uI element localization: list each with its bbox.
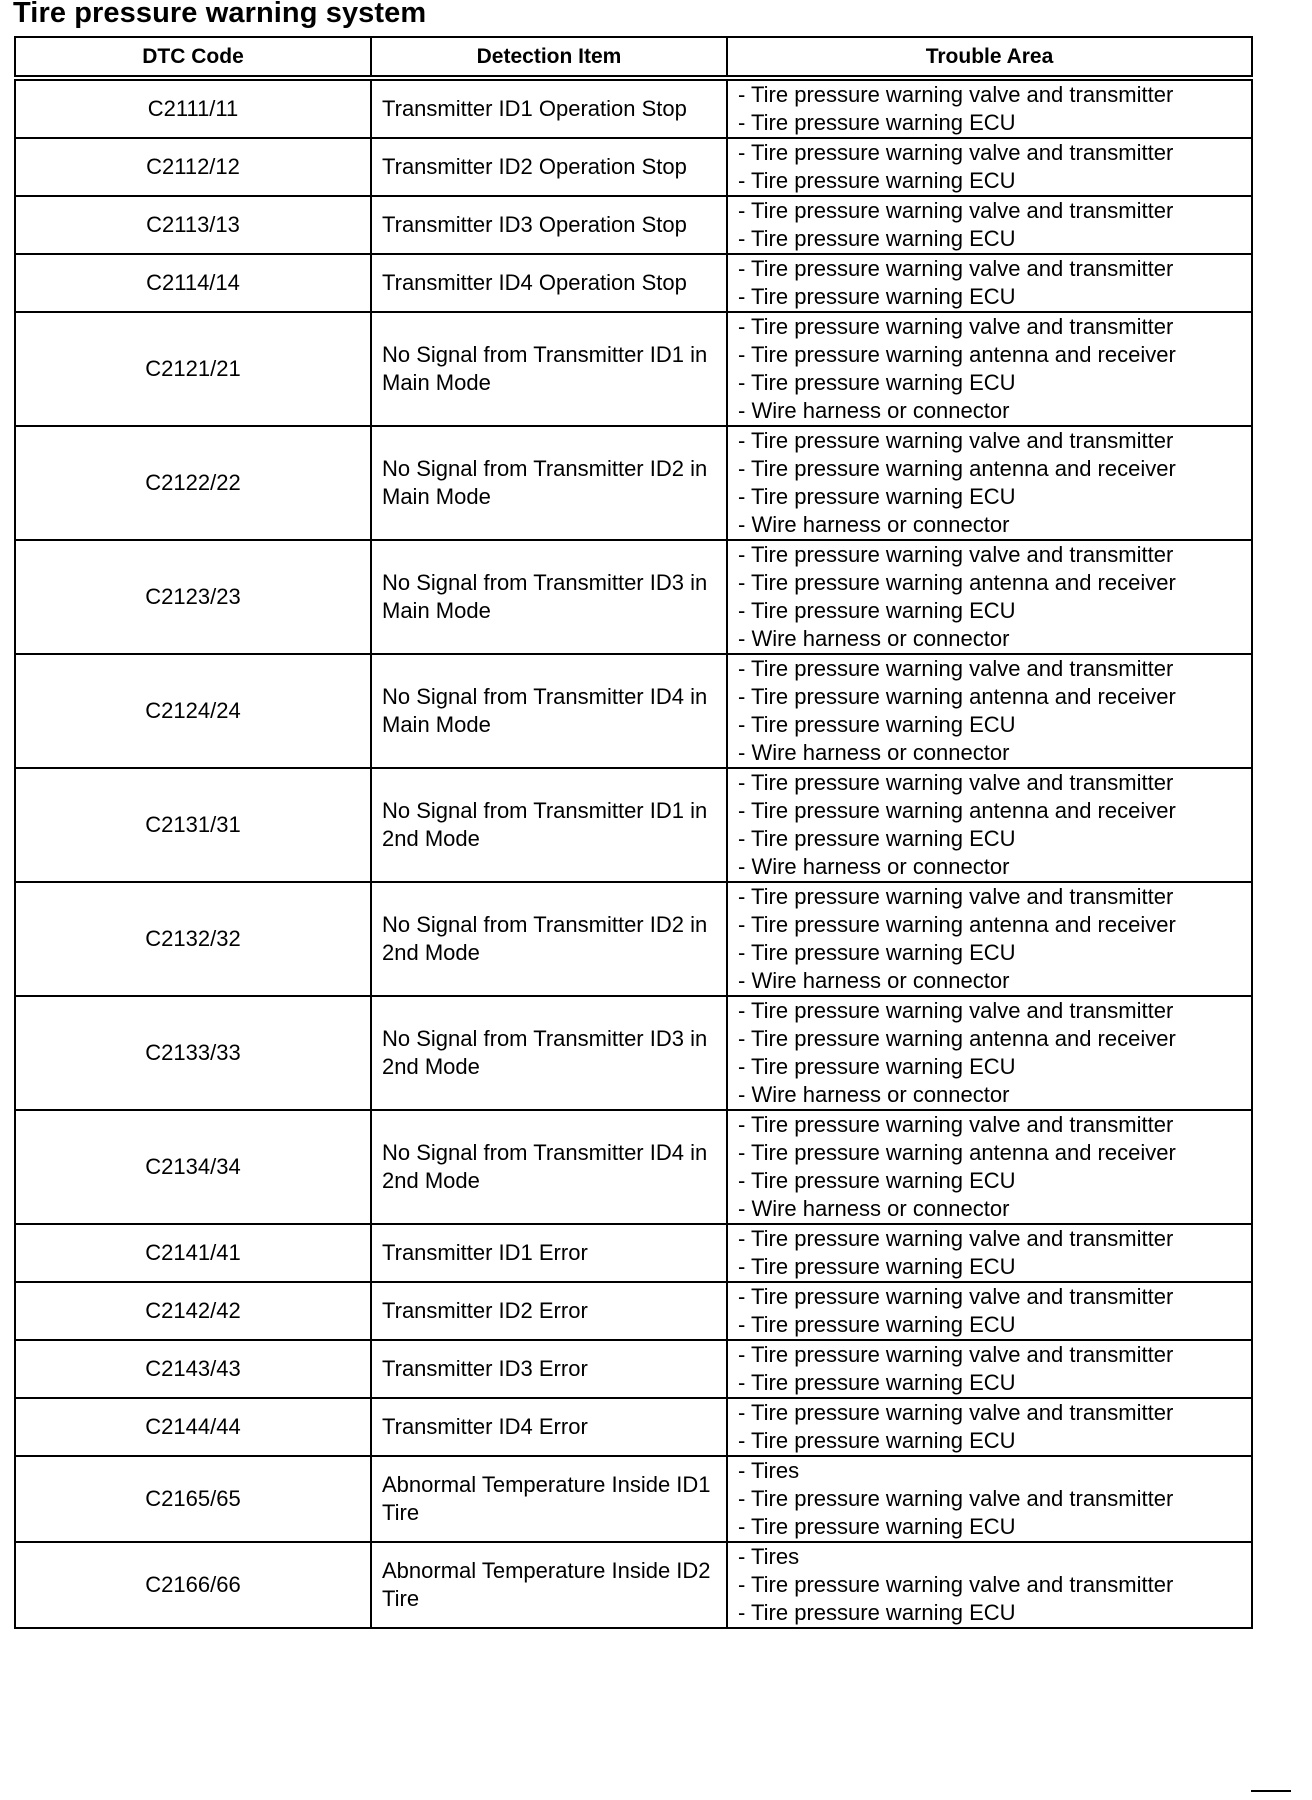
- dtc-code-cell: C2165/65: [15, 1456, 371, 1542]
- detection-item-cell: Transmitter ID1 Error: [371, 1224, 727, 1282]
- detection-item-cell: No Signal from Transmitter ID2 in Main Mode: [371, 426, 727, 540]
- trouble-area-item: - Tire pressure warning antenna and receiver: [738, 798, 1176, 823]
- trouble-area-item: - Tire pressure warning valve and transmitter: [738, 656, 1174, 681]
- trouble-area-cell: [727, 1282, 1252, 1340]
- trouble-area-item: - Tire pressure warning ECU: [738, 370, 1016, 395]
- detection-item-cell: Transmitter ID3 Operation Stop: [371, 196, 727, 254]
- table-body: [15, 78, 1252, 1628]
- trouble-area-item: - Tires: [738, 1458, 800, 1483]
- trouble-area-item: - Tire pressure warning antenna and receiver: [738, 1026, 1176, 1051]
- trouble-area-item: - Wire harness or connector: [738, 968, 1010, 993]
- trouble-area-item: - Tire pressure warning ECU: [738, 284, 1016, 309]
- detection-item-cell: Transmitter ID4 Error: [371, 1398, 727, 1456]
- trouble-area-item: - Tire pressure warning valve and transmitter: [738, 1342, 1174, 1367]
- trouble-area-item: - Tire pressure warning valve and transmitter: [738, 1400, 1174, 1425]
- trouble-area-item: - Tire pressure warning valve and transmitter: [738, 1486, 1174, 1511]
- trouble-area-item: - Tire pressure warning antenna and receiver: [738, 684, 1176, 709]
- detection-item-cell: Transmitter ID4 Operation Stop: [371, 254, 727, 312]
- trouble-area-item: - Tire pressure warning valve and transmitter: [738, 542, 1174, 567]
- trouble-area-item: - Wire harness or connector: [738, 740, 1010, 765]
- trouble-area-item: - Tire pressure warning ECU: [738, 226, 1016, 251]
- trouble-area-cell: [727, 996, 1252, 1110]
- trouble-area-item: - Tire pressure warning antenna and receiver: [738, 912, 1176, 937]
- trouble-area-cell: [727, 1398, 1252, 1456]
- trouble-area-item: - Tire pressure warning ECU: [738, 712, 1016, 737]
- table-row: [15, 312, 1252, 426]
- table-row: [15, 996, 1252, 1110]
- trouble-area-item: - Wire harness or connector: [738, 1082, 1010, 1107]
- detection-item-cell: No Signal from Transmitter ID3 in 2nd Mode: [371, 996, 727, 1110]
- table-row: [15, 882, 1252, 996]
- trouble-area-item: - Tire pressure warning ECU: [738, 1054, 1016, 1079]
- dtc-code-cell: C2142/42: [15, 1282, 371, 1340]
- dtc-code-cell: C2166/66: [15, 1542, 371, 1628]
- trouble-area-item: - Tire pressure warning valve and transmitter: [738, 1112, 1174, 1137]
- trouble-area-item: - Tire pressure warning ECU: [738, 1600, 1016, 1625]
- dtc-code-cell: C2132/32: [15, 882, 371, 996]
- dtc-code-cell: C2144/44: [15, 1398, 371, 1456]
- trouble-area-item: - Tire pressure warning ECU: [738, 940, 1016, 965]
- trouble-area-cell: [727, 1456, 1252, 1542]
- detection-item-cell: No Signal from Transmitter ID4 in 2nd Mode: [371, 1110, 727, 1224]
- table-row: [15, 78, 1252, 138]
- trouble-area-item: - Tire pressure warning ECU: [738, 110, 1016, 135]
- table-header-row: [15, 37, 1252, 78]
- detection-item-cell: No Signal from Transmitter ID1 in Main Mode: [371, 312, 727, 426]
- table-row: [15, 1224, 1252, 1282]
- detection-item-cell: Abnormal Temperature Inside ID1 Tire: [371, 1456, 727, 1542]
- dtc-code-cell: C2131/31: [15, 768, 371, 882]
- trouble-area-item: - Tire pressure warning valve and transmitter: [738, 82, 1174, 107]
- table-row: [15, 1542, 1252, 1628]
- column-header-dtc-code: DTC Code: [15, 37, 371, 78]
- trouble-area-item: - Tire pressure warning valve and transmitter: [738, 198, 1174, 223]
- table-row: [15, 654, 1252, 768]
- dtc-code-cell: C2111/11: [15, 78, 371, 138]
- table-row: [15, 254, 1252, 312]
- table-row: [15, 1282, 1252, 1340]
- trouble-area-item: - Tire pressure warning valve and transmitter: [738, 1226, 1174, 1251]
- trouble-area-item: - Wire harness or connector: [738, 626, 1010, 651]
- trouble-area-item: - Tire pressure warning ECU: [738, 826, 1016, 851]
- trouble-area-item: - Tire pressure warning valve and transmitter: [738, 884, 1174, 909]
- trouble-area-item: - Tire pressure warning valve and transmitter: [738, 1284, 1174, 1309]
- table-row: [15, 1456, 1252, 1542]
- detection-item-cell: Transmitter ID1 Operation Stop: [371, 78, 727, 138]
- trouble-area-item: - Tires: [738, 1544, 800, 1569]
- trouble-area-item: - Tire pressure warning ECU: [738, 598, 1016, 623]
- detection-item-cell: No Signal from Transmitter ID3 in Main Mode: [371, 540, 727, 654]
- trouble-area-item: - Tire pressure warning antenna and receiver: [738, 342, 1176, 367]
- trouble-area-item: - Tire pressure warning valve and transmitter: [738, 428, 1174, 453]
- detection-item-cell: No Signal from Transmitter ID2 in 2nd Mode: [371, 882, 727, 996]
- trouble-area-cell: [727, 78, 1252, 138]
- table-row: [15, 196, 1252, 254]
- trouble-area-cell: [727, 426, 1252, 540]
- trouble-area-item: - Wire harness or connector: [738, 398, 1010, 423]
- column-header-detection-item: Detection Item: [371, 37, 727, 78]
- trouble-area-cell: [727, 196, 1252, 254]
- divider: [1251, 1790, 1291, 1792]
- dtc-code-cell: C2113/13: [15, 196, 371, 254]
- trouble-area-item: - Wire harness or connector: [738, 512, 1010, 537]
- trouble-area-item: - Tire pressure warning valve and transmitter: [738, 998, 1174, 1023]
- table-row: [15, 540, 1252, 654]
- trouble-area-item: - Tire pressure warning ECU: [738, 1514, 1016, 1539]
- dtc-code-cell: C2134/34: [15, 1110, 371, 1224]
- dtc-code-cell: C2143/43: [15, 1340, 371, 1398]
- page-title: Tire pressure warning system: [13, 0, 427, 29]
- trouble-area-item: - Tire pressure warning antenna and receiver: [738, 570, 1176, 595]
- trouble-area-item: - Tire pressure warning valve and transmitter: [738, 314, 1174, 339]
- trouble-area-item: - Tire pressure warning valve and transmitter: [738, 1572, 1174, 1597]
- trouble-area-item: - Wire harness or connector: [738, 1196, 1010, 1221]
- trouble-area-item: - Tire pressure warning antenna and receiver: [738, 1140, 1176, 1165]
- trouble-area-item: - Tire pressure warning ECU: [738, 484, 1016, 509]
- trouble-area-cell: [727, 1542, 1252, 1628]
- trouble-area-item: - Tire pressure warning valve and transmitter: [738, 140, 1174, 165]
- trouble-area-cell: [727, 1340, 1252, 1398]
- trouble-area-item: - Tire pressure warning ECU: [738, 1312, 1016, 1337]
- trouble-area-cell: [727, 1110, 1252, 1224]
- table-row: [15, 1398, 1252, 1456]
- detection-item-cell: Transmitter ID2 Error: [371, 1282, 727, 1340]
- dtc-code-cell: C2133/33: [15, 996, 371, 1110]
- trouble-area-item: - Tire pressure warning ECU: [738, 1370, 1016, 1395]
- trouble-area-cell: [727, 654, 1252, 768]
- dtc-code-cell: C2141/41: [15, 1224, 371, 1282]
- dtc-code-cell: C2121/21: [15, 312, 371, 426]
- dtc-code-cell: C2114/14: [15, 254, 371, 312]
- trouble-area-cell: [727, 540, 1252, 654]
- detection-item-cell: Transmitter ID3 Error: [371, 1340, 727, 1398]
- detection-item-cell: No Signal from Transmitter ID1 in 2nd Mode: [371, 768, 727, 882]
- trouble-area-cell: [727, 254, 1252, 312]
- trouble-area-item: - Tire pressure warning ECU: [738, 1168, 1016, 1193]
- dtc-code-cell: C2124/24: [15, 654, 371, 768]
- trouble-area-cell: [727, 768, 1252, 882]
- dtc-code-cell: C2112/12: [15, 138, 371, 196]
- trouble-area-item: - Tire pressure warning antenna and receiver: [738, 456, 1176, 481]
- dtc-code-cell: C2122/22: [15, 426, 371, 540]
- trouble-area-cell: [727, 138, 1252, 196]
- detection-item-cell: Transmitter ID2 Operation Stop: [371, 138, 727, 196]
- detection-item-cell: No Signal from Transmitter ID4 in Main Mode: [371, 654, 727, 768]
- trouble-area-item: - Tire pressure warning ECU: [738, 1428, 1016, 1453]
- table-row: [15, 138, 1252, 196]
- trouble-area-item: - Tire pressure warning valve and transmitter: [738, 770, 1174, 795]
- dtc-code-cell: C2123/23: [15, 540, 371, 654]
- trouble-area-item: - Tire pressure warning valve and transmitter: [738, 256, 1174, 281]
- trouble-area-cell: [727, 312, 1252, 426]
- table-row: [15, 426, 1252, 540]
- trouble-area-cell: [727, 882, 1252, 996]
- table-row: [15, 1340, 1252, 1398]
- dtc-table: [14, 36, 1253, 1629]
- trouble-area-item: - Tire pressure warning ECU: [738, 168, 1016, 193]
- detection-item-cell: Abnormal Temperature Inside ID2 Tire: [371, 1542, 727, 1628]
- column-header-trouble-area: Trouble Area: [727, 37, 1252, 78]
- table-row: [15, 1110, 1252, 1224]
- table-row: [15, 768, 1252, 882]
- trouble-area-cell: [727, 1224, 1252, 1282]
- trouble-area-item: - Tire pressure warning ECU: [738, 1254, 1016, 1279]
- trouble-area-item: - Wire harness or connector: [738, 854, 1010, 879]
